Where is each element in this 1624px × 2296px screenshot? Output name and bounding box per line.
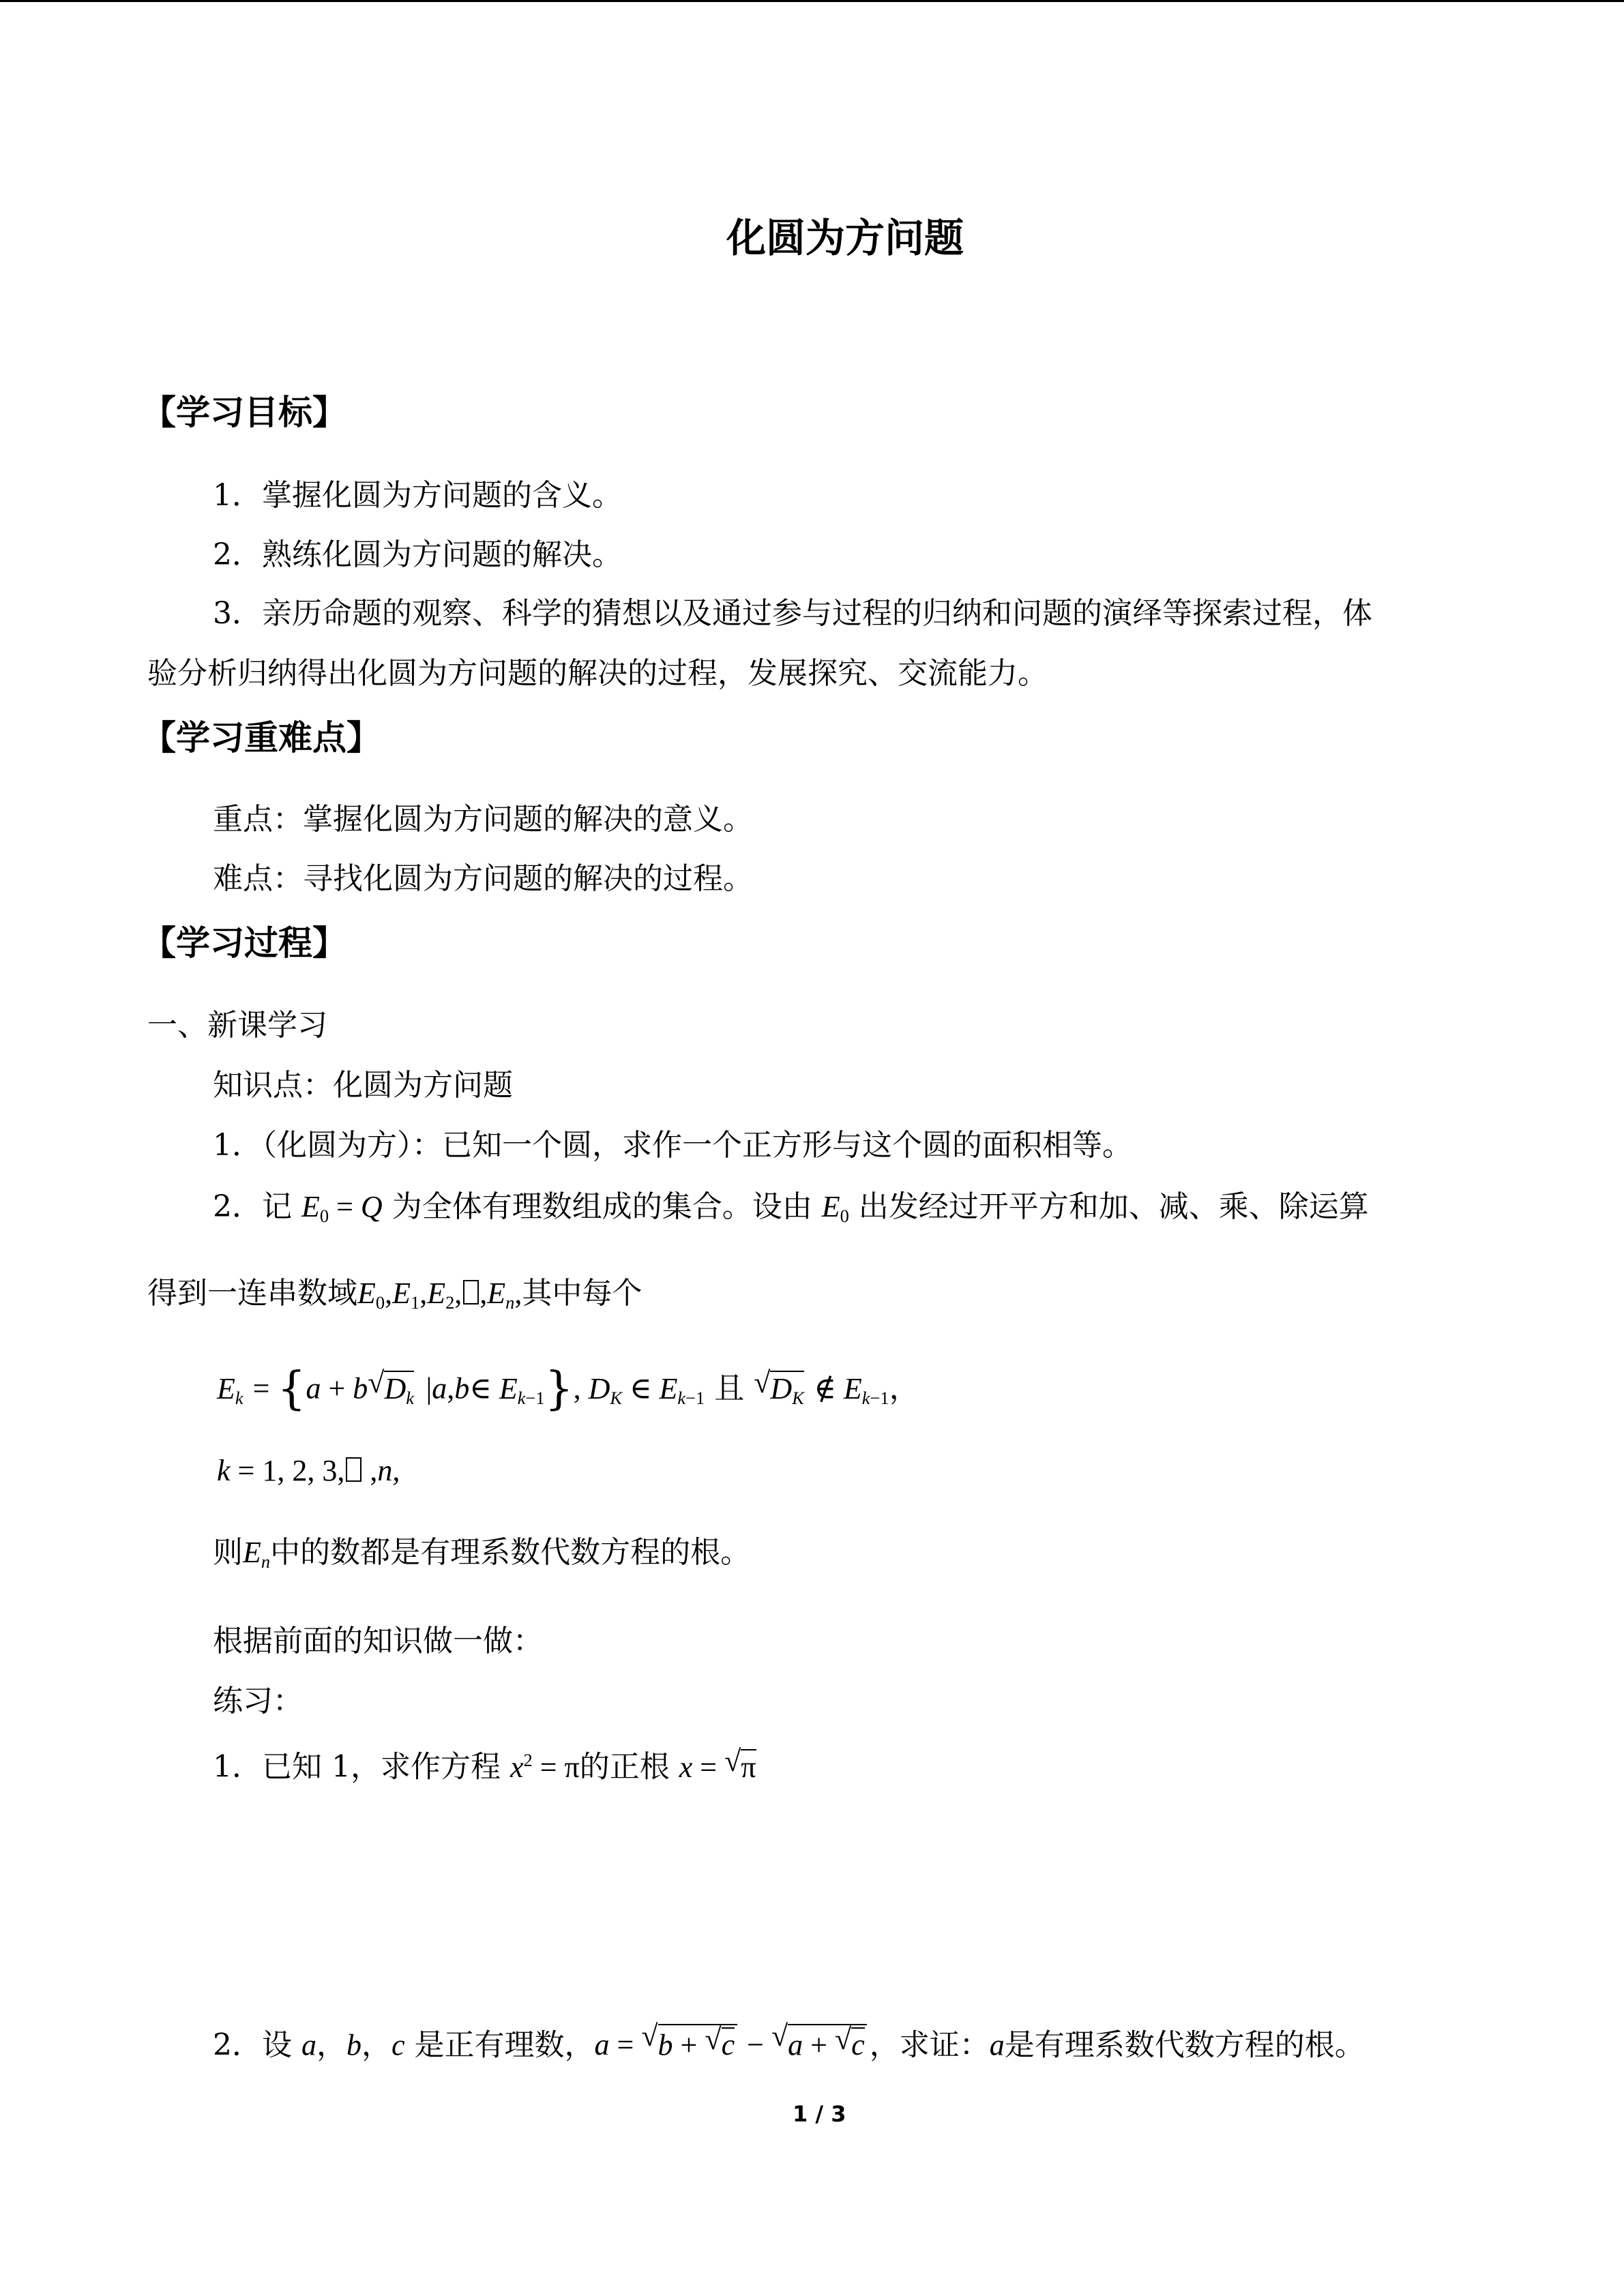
objective-item-3-continued: 验分析归纳得出化圆为方问题的解决的过程，发展探究、交流能力。 <box>147 656 1048 691</box>
exercise-2-text-c: ，求证： <box>869 2027 990 2063</box>
exercise-2-text-d: 是有理系数代数方程的根。 <box>1004 2027 1365 2063</box>
formula-abc: a，b，c <box>301 2028 405 2062</box>
formula-k-range: k = 1, 2, 3, ,n, <box>217 1454 400 1487</box>
page-title: 化圆为方问题 <box>726 215 964 261</box>
formula-en: $E_n$ <box>243 1536 271 1572</box>
objective-item-1: 1．掌握化圆为方问题的含义。 <box>213 478 622 513</box>
formula-field-sequence: $E_0,E_1,E_2$, $,E_n$, <box>357 1277 522 1313</box>
sqrt-dk: √ $D_k$ <box>368 1371 416 1404</box>
subsection-new-lesson: 一、新课学习 <box>147 1008 327 1043</box>
page-number: 1 / 3 <box>793 2101 846 2127</box>
section-heading-objectives: 【学习目标】 <box>142 393 346 432</box>
conclusion-line <box>213 1535 751 1572</box>
sequence-text-b: 其中每个 <box>522 1276 643 1311</box>
formula-e0-equals-q: $E_0 = Q$ <box>301 1190 383 1226</box>
process-item-1: 1．（化圆为方）：已知一个圆，求作一个正方形与这个圆的面积相等。 <box>213 1128 1132 1163</box>
sequence-line <box>147 1276 643 1313</box>
formula-a-definition: a = √ b + √ c − √ a + √ c <box>595 2028 870 2061</box>
exercise-2 <box>213 2024 1365 2063</box>
formula-x-equals-sqrt-pi: x = √ π <box>679 1750 758 1784</box>
practice-label: 练习： <box>213 1684 303 1718</box>
formula-a: a <box>989 2028 1005 2062</box>
practice-intro: 根据前面的知识做一做： <box>213 1624 543 1658</box>
conclusion-text-a: 则 <box>213 1535 243 1570</box>
objective-item-3: 3．亲历命题的观察、科学的猜想以及通过参与过程的归纳和问题的演绎等探索过程，体 <box>213 596 1372 631</box>
item2-text-c: 出发经过开平方和加、减、乘、除运算 <box>858 1189 1369 1224</box>
formula-e0: $E_0$ <box>821 1190 849 1226</box>
exercise-1-text-b: 的正根 <box>579 1749 670 1785</box>
missing-glyph-box <box>463 1280 478 1304</box>
sqrt-dk-capital: √ $D_K$ <box>754 1371 806 1404</box>
knowledge-point: 知识点：化圆为方问题 <box>213 1068 513 1103</box>
formula-text-qie: 且 <box>714 1371 745 1406</box>
conclusion-text-b: 中的数都是有理系数代数方程的根。 <box>270 1535 751 1570</box>
key-point-focus: 重点：掌握化圆为方问题的解决的意义。 <box>213 802 753 837</box>
key-point-difficulty: 难点：寻找化圆为方问题的解决的过程。 <box>213 861 753 896</box>
top-border-line <box>0 0 1624 2</box>
exercise-2-text-a: 2．设 <box>213 2027 292 2063</box>
section-heading-process: 【学习过程】 <box>142 923 346 963</box>
missing-glyph-box-2 <box>346 1457 361 1482</box>
item2-text-b: 为全体有理数组成的集合。设由 <box>392 1189 812 1224</box>
formula-x-squared-equals-pi: $x^2 = \pi$ <box>510 1749 580 1784</box>
section-heading-key-points: 【学习重难点】 <box>142 718 381 758</box>
exercise-2-text-b: 是正有理数， <box>414 2027 595 2063</box>
exercise-1 <box>213 1749 758 1783</box>
exercise-1-text-a: 1．已知 1，求作方程 <box>213 1749 501 1785</box>
item2-text-a: 2．记 <box>213 1189 292 1224</box>
objective-item-2: 2．熟练化圆为方问题的解决。 <box>213 537 622 572</box>
process-item-2 <box>213 1189 1369 1226</box>
formula-ek-definition: $E_k = \{a + b√$ $D_k$ |a,b∈ $E_{k-1}$}, $D_K$ ∈ $E_{k-1}$ 且 √ $D_K$ ∉ $E_{k-1}$， <box>217 1371 919 1404</box>
sequence-text-a: 得到一连串数域 <box>147 1276 357 1311</box>
